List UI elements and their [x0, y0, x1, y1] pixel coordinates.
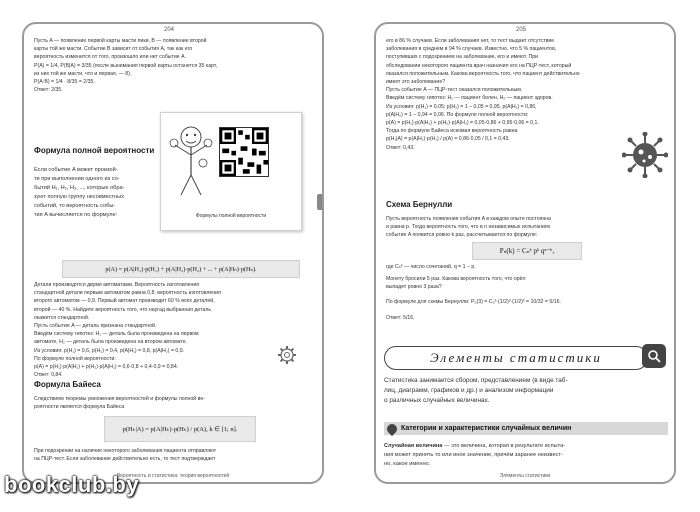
text-line: p(A|H₂) = 1 − 0,94 = 0,06. По формуле полной вероятности: [386, 111, 529, 118]
text-line: Детали производятся двумя автоматами. Вероятность изготовления [34, 282, 200, 288]
right-page [374, 22, 676, 484]
text-line: стандартной детали первым автоматом равна 0,8, вероятность изготовления [34, 290, 221, 297]
statistics-banner: Элементы статистики [384, 346, 648, 370]
text-line: p(A) = p(H₁)·p(A|H₁) + p(H₂)·p(A|H₂) = 0,6·0,8 + 0,4·0,9 = 0,84. [34, 364, 179, 371]
page-footer: Вероятность и статистика: теория вероятностей [116, 473, 230, 479]
text-line: Ответ: 2/35. [34, 87, 63, 94]
qr-card [160, 112, 302, 231]
gear-icon [276, 344, 298, 366]
character-illustration [169, 123, 213, 201]
text-line: но, какое именно. [384, 461, 431, 467]
example-text [34, 448, 314, 464]
qr-caption: Формулы полной вероятности [195, 213, 267, 219]
intro-text [34, 38, 319, 95]
formula-bernoulli: Pₙ(k) = Cₙᵏ pᵏ qⁿ⁻ᵏ, [472, 242, 582, 260]
page-footer: Элементы статистики [499, 473, 551, 479]
section-text [34, 396, 314, 412]
text-line: второй — 40 %. Найдите вероятность того, что наугад выбранная деталь [34, 306, 212, 313]
text-line: При подозрении на наличие некоторого заболевания пациента отправляют [34, 448, 217, 454]
text-line: Введём систему гипотез: H₁ — пациент болен, H₂ — пациент здоров. [386, 95, 553, 102]
text-line: второго автоматом — 0,9. Первый автомат производит 60 % всех деталей, [34, 298, 215, 305]
left-page [22, 22, 324, 484]
intro-text [386, 38, 618, 153]
example-text [386, 276, 668, 323]
text-line: Введём систему гипотез: H₁ — деталь была произведена на первом [34, 331, 199, 338]
text-line: из них той же масти, что и первая, — 8). [34, 70, 132, 77]
qr-code[interactable] [219, 127, 269, 177]
text-line: автомате, H₂ — деталь была произведена на втором автомате. [34, 339, 188, 346]
page-number: 205 [516, 27, 527, 33]
text-line: Пусть вероятность появления события A в каждом опыте постоянна [386, 216, 552, 222]
section-title-bayes: Формула Байеса [34, 380, 101, 389]
statistics-text [384, 376, 668, 406]
text-line: имеет это заболевание? [386, 79, 446, 86]
text-line: ния может принять то или иное значение, причём заранее неизвест- [384, 452, 563, 458]
section-title-bernoulli: Схема Бернулли [386, 200, 453, 209]
text-line: Пусть событие A — деталь признана стандартной. [34, 323, 157, 330]
formula-total-probability: p(A) = p(A|H₁)·p(H₁) + p(A|H₂)·p(H₂) + ... + p(A|Hₙ)·p(Hₙ). [62, 260, 300, 278]
text-line: его в 86 % случаев. Если заболевания нет, то тест выдает отсутствие [386, 38, 555, 44]
text-line: Следствием теоремы умножения вероятностей и формулы полной ве- [34, 396, 205, 402]
text-line: о различных случайных величинах. [384, 397, 490, 404]
search-icon [647, 349, 661, 363]
text-line: оказался положительным. Какова вероятность того, что пациент действительно [386, 70, 580, 77]
text-line: Пусть A — появление первой карты масти пики, B — появление второй [34, 38, 207, 44]
text-line: Из условия: p(H₁) = 0,05; p(H₂) = 1 − 0,05 = 0,95, p(A|H₁) = 0,86, [386, 103, 537, 110]
text-line: бытий H₁, H₂, H₃, ..., которые обра- [34, 185, 125, 191]
page-number: 204 [164, 27, 175, 33]
text-line: Из условия: p(H₁) = 0,6, p(H₂) = 0,4, p(A|H₁) = 0,8, p(A|H₂) = 0,9. [34, 347, 185, 354]
text-line: P(A) = 1/4, P(B|A) = 3/35 (после вынимания первой карты останется 35 карт, [34, 62, 218, 69]
text-line: карты той же масти. Событие B зависит от события A, так как его [34, 46, 193, 53]
section-text [386, 216, 668, 241]
text-line: заболевания в среднем в 94 % случаев. Известно, что 5 % пациентов, [386, 46, 557, 53]
text-line: Пусть событие A — ПЦР-тест оказался положительным. [386, 87, 523, 94]
section-title-total-probability: Формула полной вероятности [34, 146, 155, 155]
text-line [384, 442, 668, 450]
text-line: Монету бросили 5 раз. Какова вероятность того, что орёл [386, 276, 526, 282]
text-line: Ответ: 5/16. [386, 314, 415, 321]
definition-line: — это величина, которая в результате испыта- [443, 443, 566, 449]
example-text [34, 282, 314, 380]
text-line: Ответ: 0,43. [386, 144, 415, 151]
text-line: роятности является формула Байеса [34, 404, 125, 411]
text-line: p(A) = p(H₁)·p(A|H₁) + p(H₂)·p(A|H₂) = 0,05·0,86 + 0,95·0,06 = 0,1. [386, 120, 539, 127]
text-line: событий, то вероятность собы- [34, 203, 116, 209]
category-header [384, 422, 668, 435]
category-title: Категории и характеристики случайных величин [401, 425, 572, 432]
search-button[interactable] [642, 344, 666, 368]
text-line: лиц, диаграмм, графиков и др.) и анализом информации [384, 387, 554, 394]
watermark: bookclub.by [4, 472, 140, 497]
text-line: p(H₁|A) = p(A|H₁)·p(H₁) / p(A) = 0,86·0,05 / 0,1 = 0,43. [386, 136, 510, 143]
text-line: событие A появится ровно k раз, рассчитывается по формуле: [386, 232, 538, 239]
text-line: поступивших с подозрением на заболевание, его и имеют. При [386, 54, 539, 61]
definition-term: Случайная величина [384, 443, 443, 449]
virus-icon [622, 132, 668, 178]
text-line: По формуле для схемы Бернулли: P₅(3) = C₅³·(1/2)³·(1/2)² = 10/32 = 5/16. [386, 299, 561, 306]
text-line: выпадет ровно 3 раза? [386, 284, 442, 291]
text-line: P(A·B) = 1/4 · 8/35 = 2/35. [34, 79, 95, 86]
where-line: где Cₙᵏ — число сочетаний, q = 1 − p. [386, 264, 476, 270]
definition-text [384, 442, 668, 469]
text-line: и равна p. Тогда вероятность того, что в n независимых испытаниях [386, 224, 551, 231]
bookmark-tab [317, 194, 324, 210]
text-line: окажется стандартной. [34, 314, 90, 321]
text-line: обследовании некоторого пациента врач назначил его на ПЦР-тест, который [386, 62, 572, 69]
text-line: на ПЦР-тест. Если заболевание действительно есть, то тест подтверждает [34, 456, 216, 463]
location-pin-icon [385, 421, 399, 435]
text-line: зуют полную группу несовместных [34, 194, 124, 200]
text-line: ти при выполнении одного из со- [34, 176, 120, 182]
formula-bayes: p(Hₖ|A) = p(A|Hₖ)·p(Hₖ) / p(A), k ∈ [1; n]. [104, 416, 256, 442]
text-line: вероятность изменится от того, произошло или нет событие A. [34, 54, 187, 61]
text-line: тия A вычисляется по формуле: [34, 212, 118, 218]
text-line: По формуле полной вероятности: [34, 355, 116, 362]
text-line: Ответ: 0,84. [34, 372, 63, 379]
text-line: Статистика занимается сбором, представлением (в виде таб- [384, 377, 568, 384]
text-line: Тогда по формуле Байеса искомая вероятность равна [386, 128, 518, 135]
text-line: Если событие A может произой- [34, 167, 118, 173]
